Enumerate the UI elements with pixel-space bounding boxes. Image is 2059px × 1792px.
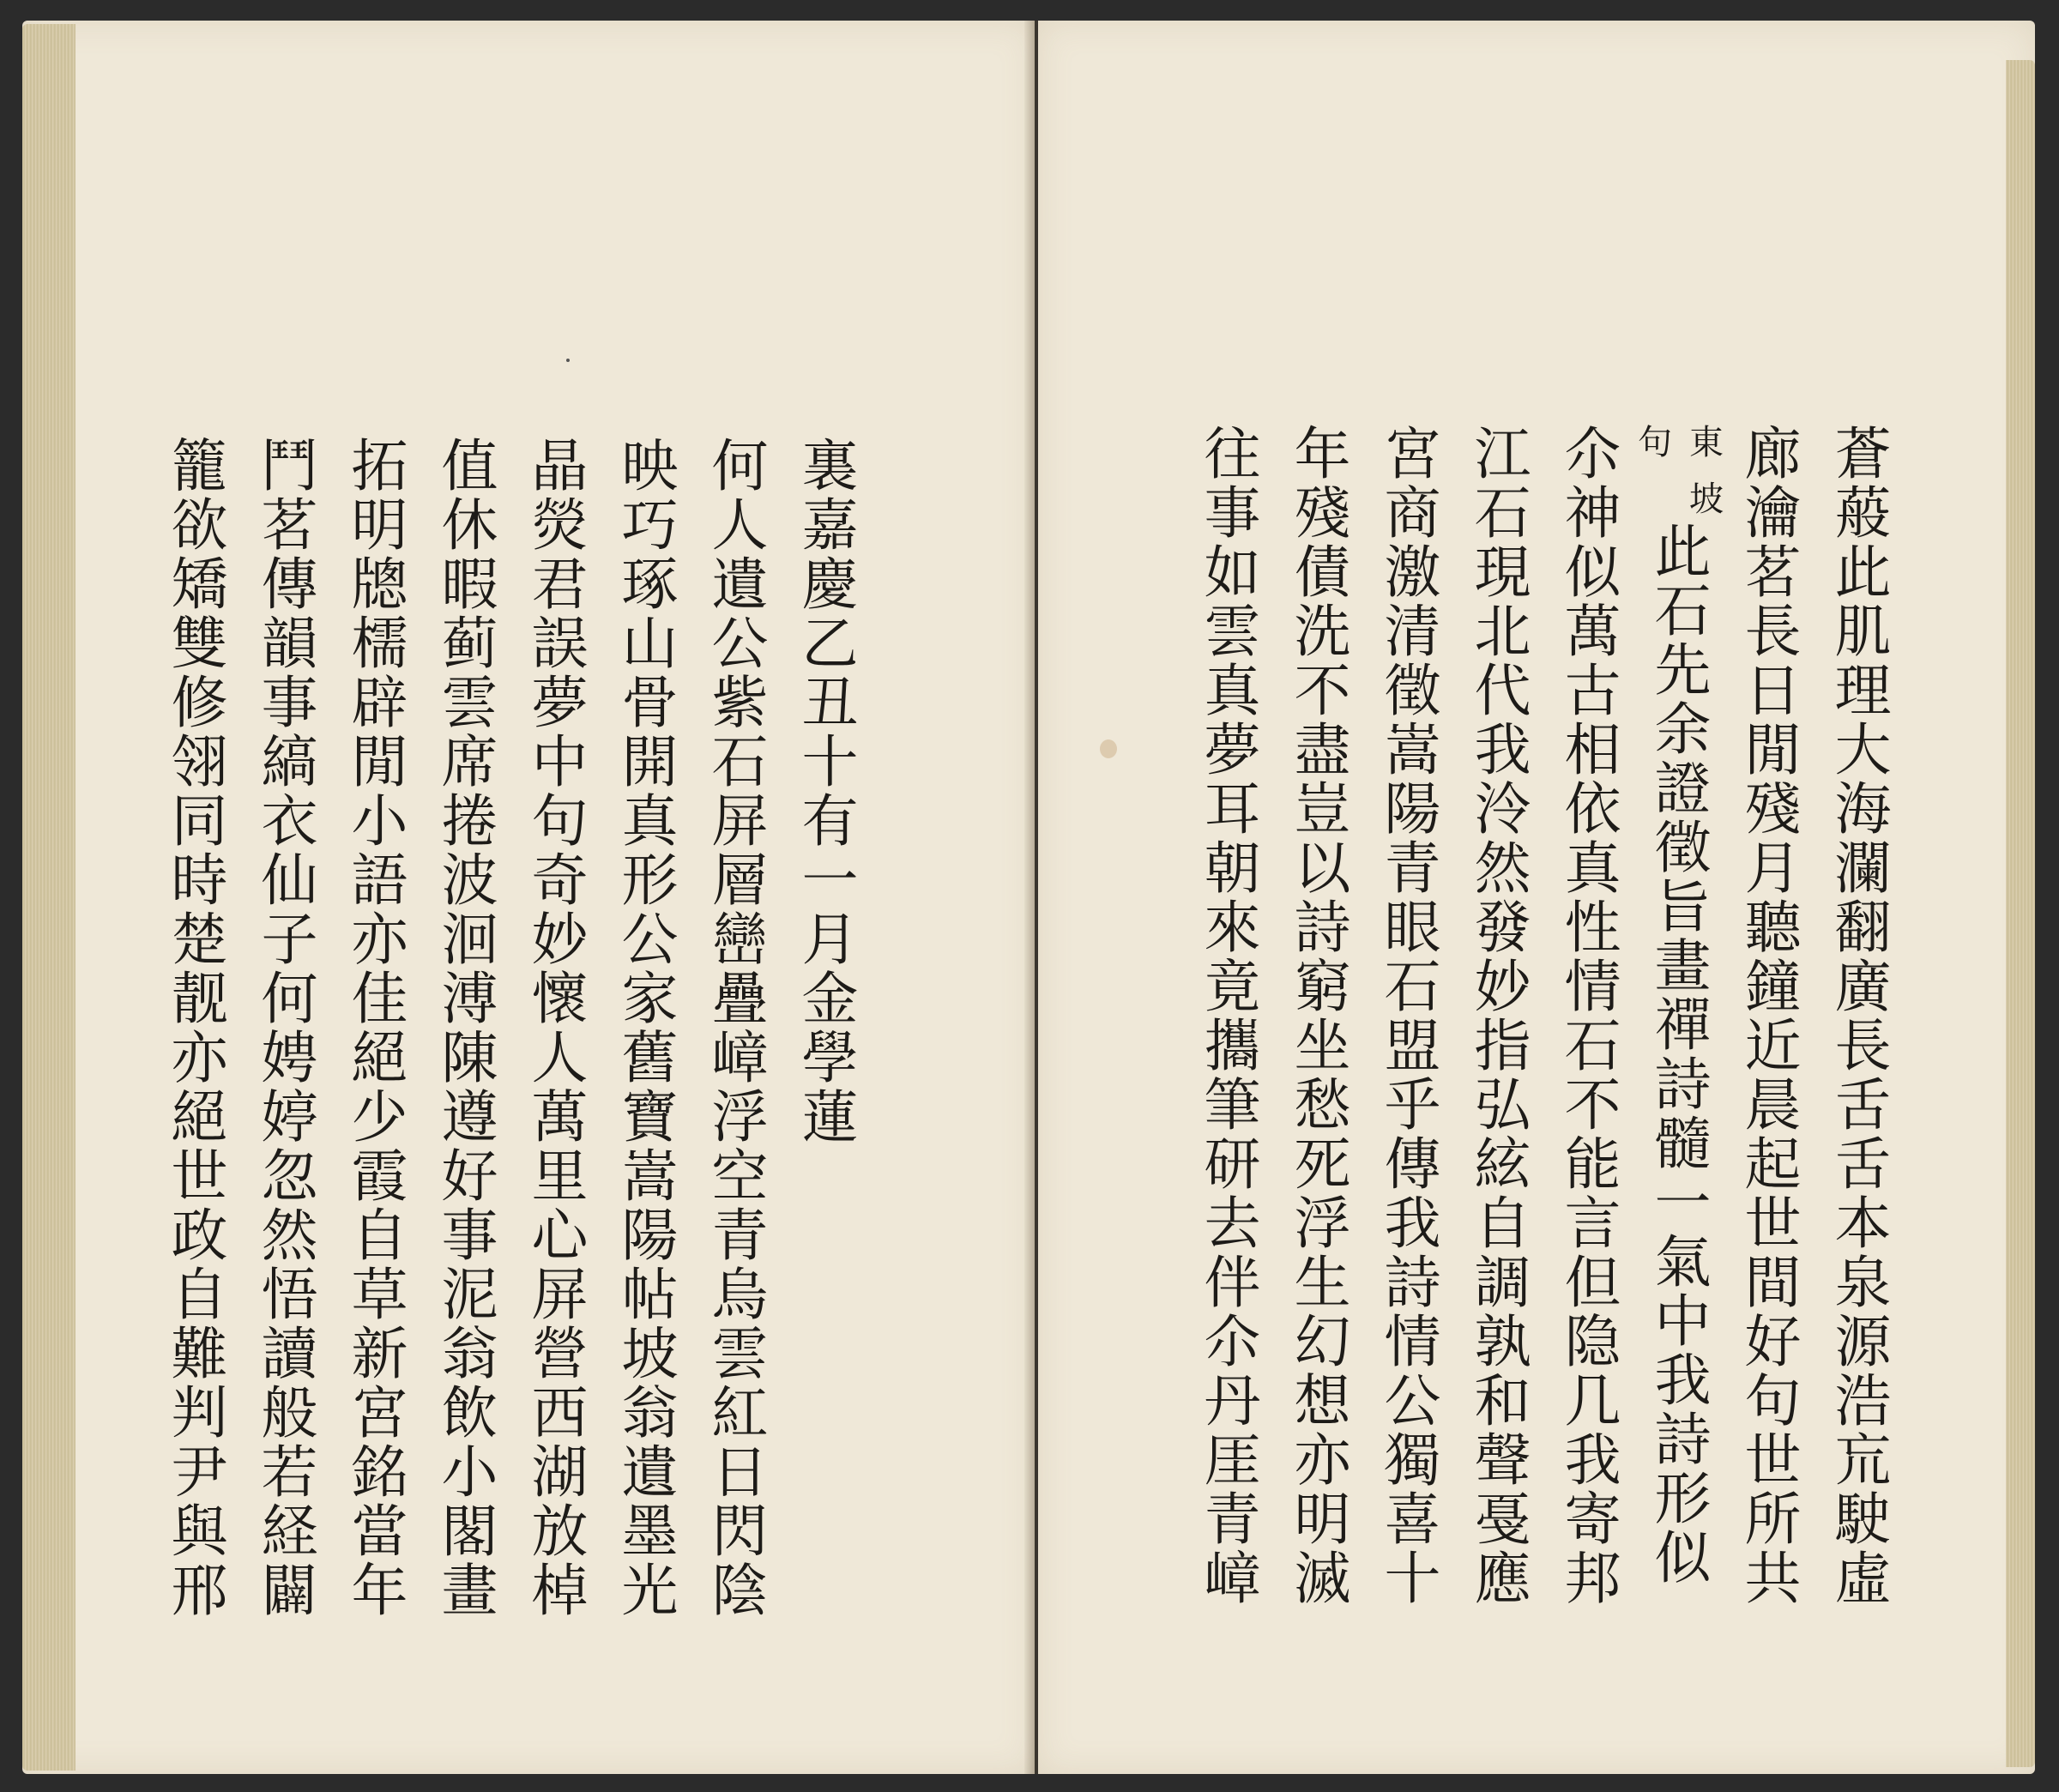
left-column-2: 何人遺公紫石屏層巒疊嶂浮空青烏雲紅日閃陰	[702, 436, 768, 1620]
left-column-6: 拓明牕檽辟閒小語亦佳絕少霞自草新宮銘當年	[341, 436, 408, 1620]
left-column-3: 映巧琢山骨開真形公家舊寶嵩陽帖坡翁遺墨光	[612, 436, 678, 1620]
right-column-8: 往事如雲真夢耳朝來竟攜筆研去伴尒丹厓青嶂	[1194, 424, 1260, 1608]
page-edges-right	[2006, 60, 2035, 1767]
right-column-6: 宮商激清徵嵩陽青眼石盟乎傳我詩情公獨喜十	[1374, 424, 1440, 1608]
paper-stain	[1100, 739, 1117, 758]
left-column-1: 裏嘉慶乙丑十有一月金學蓮	[792, 436, 858, 1146]
right-text-block	[1182, 424, 1903, 1608]
right-column-4: 尒神似萬古相依真性情石不能言但隐几我寄邦	[1555, 424, 1621, 1608]
right-column-3	[1633, 424, 1723, 1608]
right-column-1: 蒼蒰此肌理大海瀾翻廣長舌舌本泉源浩巟駛虛	[1825, 424, 1891, 1608]
page-edges-left	[22, 24, 75, 1771]
right-column-2: 廊瀹茗長日閒殘月聽鐘近晨起世間好句世所共	[1735, 424, 1801, 1608]
right-column-5: 江石現北代我泠然發妙指弘絃自調孰和聲戞應	[1464, 424, 1531, 1608]
ink-dot	[566, 359, 570, 362]
right-column-7: 年殘債洗不盡豈以詩窮坐愁死浮生幻想亦明滅	[1284, 424, 1350, 1608]
right-column-3-main: 此石先余證徵旨畫禪詩髓一氣中我詩形似	[1645, 522, 1711, 1587]
left-column-8: 籠欲矯雙修翎同時楚靓亦絕世政自難判尹與邢	[161, 436, 227, 1620]
left-column-7: 鬥茗傳韻事縞衣仙子何娉婷忽然悟讀般若経闢	[251, 436, 317, 1620]
note-left: 句	[1632, 424, 1672, 480]
left-text-block	[149, 436, 870, 1620]
right-page	[1038, 21, 2035, 1774]
left-page	[22, 21, 1035, 1774]
note-right: 東坡	[1683, 424, 1724, 537]
left-column-5: 值休暇蓟雲席捲波洄溥陳遵好事泥翁飲小閣畫	[432, 436, 498, 1620]
left-column-4: 晶熒君誤夢中句奇妙懷人萬里心屏營西湖放棹	[522, 436, 588, 1620]
open-book	[22, 21, 2038, 1774]
interlinear-note	[1627, 424, 1730, 537]
